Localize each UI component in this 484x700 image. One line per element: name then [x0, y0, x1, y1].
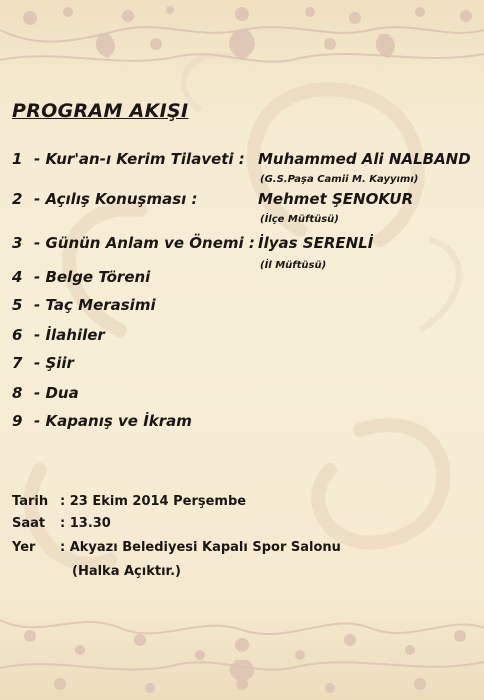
item-1-person: Muhammed Ali NALBAND	[258, 150, 471, 168]
program-item-8	[12, 384, 79, 402]
program-item-9	[12, 412, 192, 430]
date-value: : 23 Ekim 2014 Perşembe	[60, 494, 247, 509]
item-label: - Taç Merasimi	[34, 296, 156, 314]
item-number: 4	[12, 268, 23, 286]
item-number: 7	[12, 354, 23, 372]
item-label: - Kapanış ve İkram	[34, 412, 192, 430]
program-title: PROGRAM AKIŞI	[12, 100, 189, 122]
date-label: Tarih	[12, 494, 49, 509]
program-item-6	[12, 326, 105, 344]
item-number: 1	[12, 150, 23, 168]
item-1-role: (G.S.Paşa Camii M. Kayyımı)	[260, 174, 419, 185]
place-note: (Halka Açıktır.)	[72, 564, 181, 579]
item-number: 5	[12, 296, 23, 314]
item-label: - Belge Töreni	[34, 268, 151, 286]
item-3-role: (İl Müftüsü)	[260, 260, 327, 271]
item-2-person: Mehmet ŞENOKUR	[258, 190, 414, 208]
program-item-7	[12, 354, 74, 372]
item-label: - Dua	[34, 384, 79, 402]
time-value: : 13.30	[60, 516, 111, 531]
item-3-person: İlyas SERENLİ	[258, 234, 374, 252]
item-number: 8	[12, 384, 23, 402]
item-label: - Açılış Konuşması :	[34, 190, 198, 208]
place-value: : Akyazı Belediyesi Kapalı Spor Salonu	[60, 540, 341, 555]
place-line	[12, 540, 341, 555]
program-item-1	[12, 150, 245, 168]
item-2-role: (İlçe Müftüsü)	[260, 214, 339, 225]
time-label: Saat	[12, 516, 46, 531]
item-number: 6	[12, 326, 23, 344]
program-item-3	[12, 234, 255, 252]
program-item-4	[12, 268, 150, 286]
item-number: 3	[12, 234, 23, 252]
place-label: Yer	[12, 540, 36, 555]
date-line	[12, 494, 246, 509]
item-label: - Kur'an-ı Kerim Tilaveti :	[34, 150, 245, 168]
time-line	[12, 516, 111, 531]
item-label: - Şiir	[34, 354, 74, 372]
item-label: - Günün Anlam ve Önemi :	[34, 234, 255, 252]
item-number: 9	[12, 412, 23, 430]
item-label: - İlahiler	[34, 326, 105, 344]
program-item-5	[12, 296, 156, 314]
item-number: 2	[12, 190, 23, 208]
program-item-2	[12, 190, 198, 208]
